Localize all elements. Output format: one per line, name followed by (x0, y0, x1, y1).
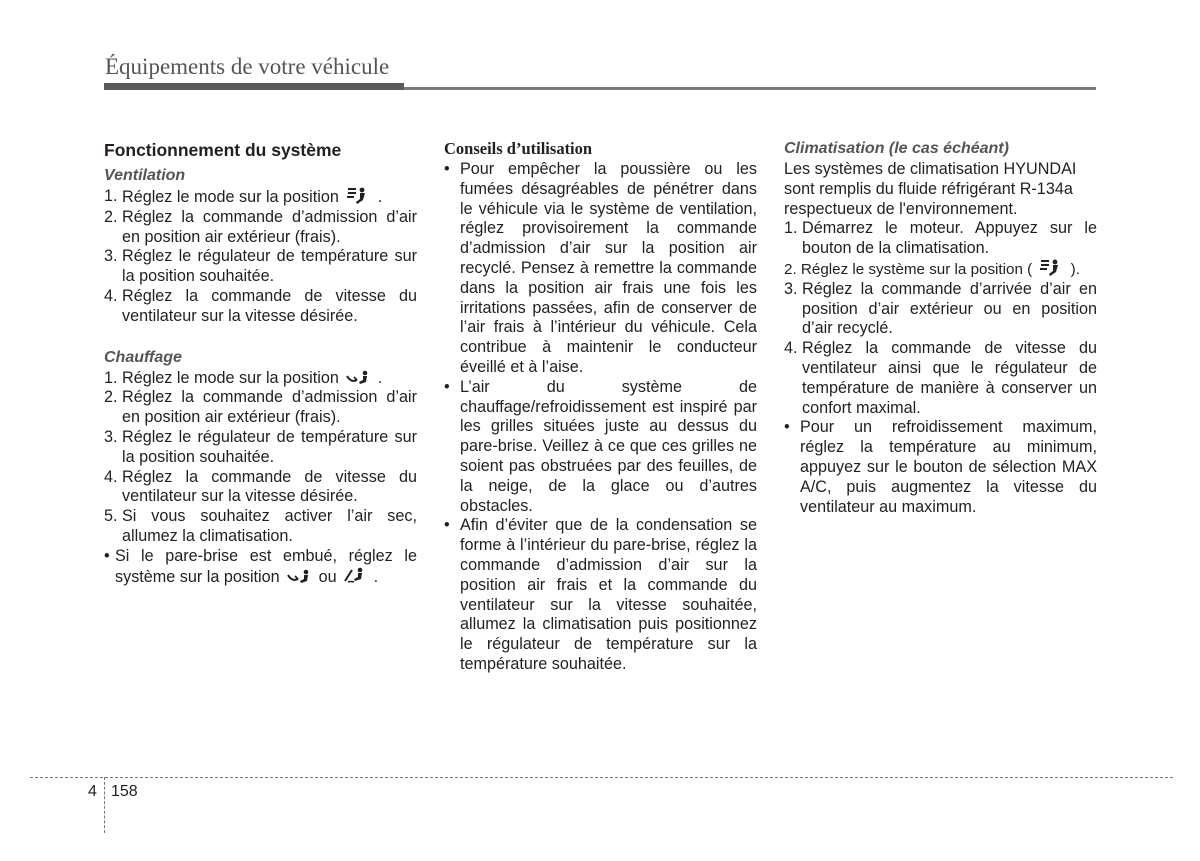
floor-vent-icon (345, 370, 371, 386)
ventilation-steps (104, 187, 417, 327)
chauffage-notes (104, 547, 417, 588)
page-number: 158 (111, 783, 138, 800)
list-item: • L’air du système de chauffage/refroidissement est inspiré par les grilles situées juste au dessus du pare-brise. Veillez à ce que ces grilles ne soient pas obstruées par des feuilles, de la neige, de la glace ou d’autres obstacles. (444, 377, 757, 515)
list-item: • Si le pare-brise est embué, réglez le système sur la position ou . (104, 546, 417, 586)
footer-rule (30, 777, 1173, 778)
header-title: Équipements de votre véhicule (105, 54, 390, 79)
list-item: 4. Réglez la commande de vitesse du ventilateur sur la vitesse désirée. (104, 286, 417, 325)
list-item: 3. Réglez le régulateur de température sur la position souhaitée. (104, 247, 417, 286)
climatisation-steps (784, 219, 1097, 418)
list-item: 5. Si vous souhaitez activer l’air sec, allumez la climatisation. (104, 507, 417, 545)
column-middle (444, 138, 757, 675)
face-vent-icon (1038, 259, 1064, 277)
list-item: 3. Réglez la commande d’arrivée d’air en position d’air extérieur ou en position d’air recyclé. (784, 279, 1097, 338)
face-vent-icon (345, 187, 371, 205)
list-item: 4. Réglez la commande de vitesse du ventilateur sur la vitesse désirée. (104, 467, 417, 506)
chauffage-steps (104, 369, 417, 547)
column-left (104, 138, 417, 587)
section-heading: Fonctionnement du système (104, 140, 342, 160)
floor-defrost-icon (343, 567, 367, 585)
tips-list (444, 160, 757, 675)
climatisation-notes (784, 418, 1097, 517)
list-item: • Pour un refroidissement maximum, réglez la température au minimum, appuyez sur le bouton de sélection MAX A/C, puis augmentez la vitesse du ventilateur au maximum. (784, 418, 1097, 516)
list-item: 1. Réglez le mode sur la position . (104, 187, 383, 206)
header-rule-light (404, 87, 1096, 90)
list-item: 2. Réglez la commande d’admission d’air en position air extérieur (frais). (104, 207, 417, 246)
tips-heading: Conseils d’utilisation (444, 139, 593, 158)
chauffage-heading: Chauffage (104, 348, 182, 366)
list-item: 1. Démarrez le moteur. Appuyez sur le bouton de la climatisation. (784, 219, 1097, 258)
column-right (784, 138, 1097, 517)
list-item: • Pour empêcher la poussière ou les fumées désagréables de pénétrer dans le véhicule via le système de ventilation, réglez provisoirement la commande d’admission d’air sur la position air recyclé. Pensez à remettre la commande dans la position air frais une fois les irritations passées, afin de conserver de l’air frais à l’intérieur du véhicule. Cela contribue à maintenir le conducteur éveillé et à l’aise. (444, 160, 757, 376)
climatisation-heading: Climatisation (le cas échéant) (784, 140, 1009, 157)
list-item: 3. Réglez le régulateur de température sur la position souhaitée. (104, 427, 417, 466)
list-item: 4. Réglez la commande de vitesse du ventilateur ainsi que le régulateur de température de manière à conserver un confort maximal. (784, 339, 1097, 417)
list-item: 1. Réglez le mode sur la position . (104, 368, 383, 387)
list-item: 2. Réglez le système sur la position ( ). (784, 260, 1080, 278)
list-item: 2. Réglez la commande d’admission d’air en position air extérieur (frais). (104, 388, 417, 427)
chapter-number: 4 (88, 783, 97, 800)
floor-vent-icon (286, 569, 312, 585)
climatisation-intro: Les systèmes de climatisation HYUNDAI sont remplis du fluide réfrigérant R-134a respectueux de l'environnement. (784, 160, 1077, 218)
header-rule-dark (104, 83, 404, 90)
ventilation-heading: Ventilation (104, 167, 186, 184)
footer-divider (104, 777, 105, 833)
list-item: • Afin d’éviter que de la condensation se forme à l’intérieur du pare-brise, réglez la commande d’admission d’air sur la position air frais et la commande du ventilateur sur la vitesse souhaitée, allumez la climatisation puis positionnez le régulateur de température sur la température souhaitée. (444, 516, 757, 673)
